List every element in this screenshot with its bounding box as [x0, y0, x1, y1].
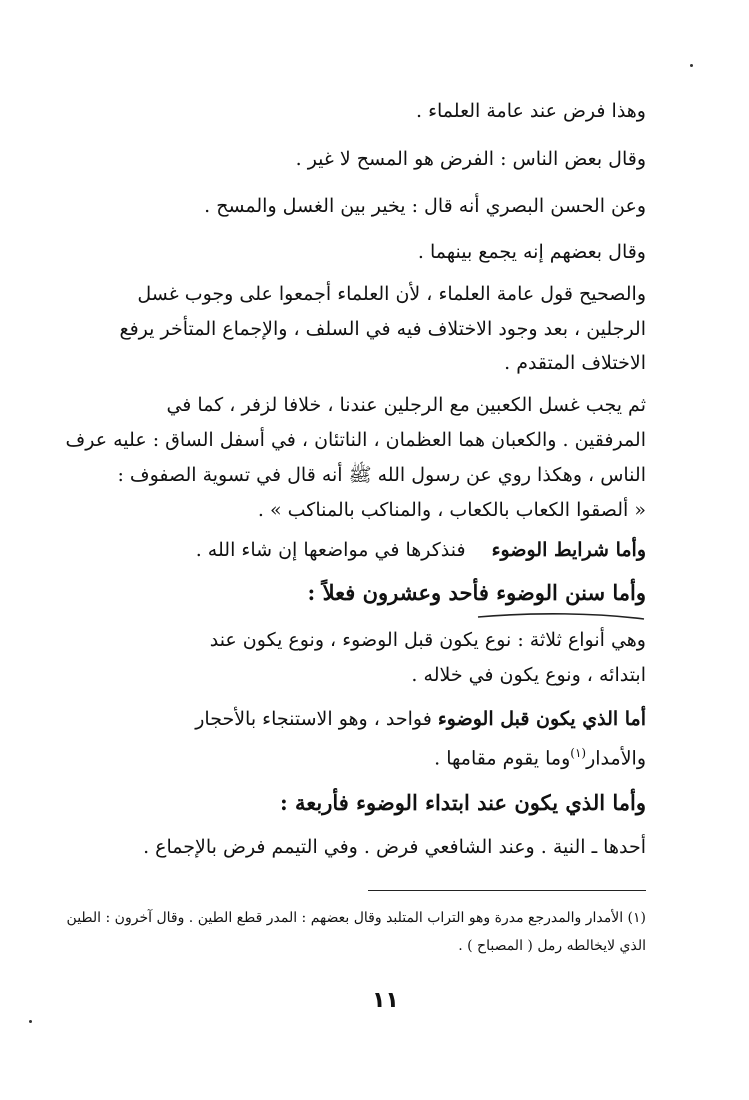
page-number: ١١ — [372, 988, 399, 1013]
footnote-line: الذي لايخالطه رمل ( المصباح ) . — [458, 938, 646, 954]
section-heading: وأما شرايط الوضوء — [491, 539, 646, 561]
scan-speck — [29, 1020, 32, 1023]
section-heading: وأما الذي يكون عند ابتداء الوضوء فأربعة : — [279, 790, 646, 815]
text-line: وقال بعض الناس : الفرض هو المسح لا غير . — [295, 148, 646, 170]
scan-speck — [690, 64, 693, 67]
section-heading: وأما سنن الوضوء فأحد وعشرون فعلاً : — [307, 580, 646, 605]
text-line — [130, 706, 646, 732]
text-line: الاختلاف المتقدم . — [504, 352, 646, 374]
text-line: وهي أنواع ثلاثة : نوع يكون قبل الوضوء ، ونوع يكون عند — [209, 629, 646, 651]
text-line — [196, 537, 646, 563]
text-span: والأمدار — [586, 747, 646, 770]
text-line: الرجلين ، بعد وجود الاختلاف فيه في السلف ، والإجماع المتأخر يرفع — [119, 318, 646, 340]
text-line: المرفقين . والكعبان هما العظمان ، الناتئان ، في أسفل الساق : عليه عرف — [65, 429, 646, 451]
text-span: وما يقوم مقامها . — [434, 747, 571, 770]
text-span: فنذكرها في مواضعها إن شاء الله . — [195, 539, 466, 561]
text-line: وقال بعضهم إنه يجمع بينهما . — [417, 241, 646, 263]
text-line: وعن الحسن البصري أنه قال : يخير بين الغسل والمسح . — [204, 195, 646, 217]
text-line: ثم يجب غسل الكعبين مع الرجلين عندنا ، خلافا لزفر ، كما في — [166, 394, 646, 416]
text-line: ابتدائه ، ونوع يكون في خلاله . — [411, 664, 646, 686]
text-line: الناس ، وهكذا روي عن رسول الله ﷺ أنه قال في تسوية الصفوف : — [117, 464, 646, 486]
text-line: والصحيح قول عامة العلماء ، لأن العلماء أجمعوا على وجوب غسل — [137, 283, 646, 305]
footnote-ref: (١) — [570, 746, 587, 760]
footnote-line: (١) الأمدار والمدرجع مدرة وهو التراب المتلبد وقال بعضهم : المدر قطع الطين . وقال آخرون : الطين — [66, 910, 646, 926]
text-line: وهذا فرض عند عامة العلماء . — [416, 100, 646, 122]
text-line: « ألصقوا الكعاب بالكعاب ، والمناكب بالمناكب » . — [257, 499, 646, 521]
text-line — [434, 740, 646, 771]
text-span: فواحد ، وهو الاستنجاء بالأحجار — [195, 708, 432, 730]
underline-flourish — [476, 610, 646, 624]
footnote-divider — [368, 890, 646, 891]
text-line: أحدها ـ النية . وعند الشافعي فرض . وفي التيمم فرض بالإجماع . — [143, 836, 646, 858]
section-heading: أما الذي يكون قبل الوضوء — [437, 708, 646, 730]
